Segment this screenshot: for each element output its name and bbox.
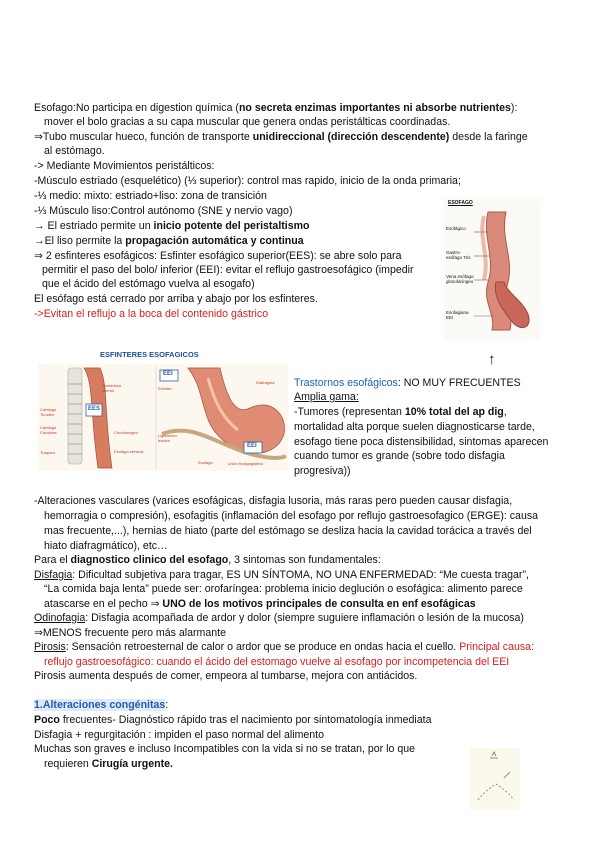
esofago-line-15: ->Evitan el reflujo a la boca del contenido gástrico bbox=[34, 308, 269, 320]
trastornos-subtitle: Amplia gama: bbox=[294, 391, 359, 403]
sphincter-figure bbox=[38, 364, 288, 471]
congenitas-line-1 bbox=[34, 713, 431, 727]
alteraciones-line-5 bbox=[34, 553, 381, 567]
figure-label: Esofagiana EEI bbox=[446, 310, 469, 320]
text: -Tumores (representan bbox=[294, 406, 405, 418]
heading-text: 1.Alteraciones congénitas bbox=[34, 699, 166, 711]
esofago-line-7: -⅓ medio: mixto: estriado+liso: zona de transición bbox=[34, 190, 267, 202]
figure-title: ESFINTERES ESOFAGICOS bbox=[100, 350, 199, 359]
trastornos-line-5: progresiva)) bbox=[294, 465, 351, 477]
text-bold: diagnostico clinico del esofago bbox=[70, 554, 229, 566]
sphincter-figure-title bbox=[100, 344, 240, 358]
trastornos-line-1 bbox=[294, 405, 507, 419]
esofago-line-6: -Músculo estriado (esquelético) (⅓ superior): control mas rapido, inicio de la onda primaria; bbox=[34, 175, 461, 187]
text: →El liso permite la bbox=[34, 235, 126, 247]
small-sketch-figure bbox=[470, 748, 520, 810]
trastornos-line-3: esofago tiene poca distensibilidad, sintomas aparecen bbox=[294, 436, 549, 448]
figure-label: Cartílago Tiroides bbox=[40, 407, 57, 417]
term-odinofagia: Odinofagia bbox=[34, 612, 86, 624]
term-disfagia: Disfagia bbox=[34, 569, 73, 581]
figure-label: EEI bbox=[163, 371, 173, 377]
up-arrow: ↑ bbox=[488, 351, 496, 368]
disfagia-line-1 bbox=[34, 568, 529, 582]
text: : NO MUY FRECUENTES bbox=[397, 377, 521, 389]
figure-label: Ligamento frénico bbox=[158, 433, 177, 443]
text: requieren bbox=[44, 758, 92, 770]
text: → El estriado permite un bbox=[34, 220, 154, 232]
trastornos-line-4: cuando tumor es grande (sobre todo disfagia bbox=[294, 450, 505, 462]
text-bold: propagación automática y continua bbox=[125, 235, 304, 247]
esofago-line-12: permitir el paso del bolo/ inferior (EEI): evitar el reflujo gastroesofágico (impedir bbox=[42, 264, 414, 276]
figure-label: Esfínter bbox=[158, 386, 172, 391]
text-bold: 10% total del ap dig bbox=[404, 406, 504, 418]
figure-label: Esófago bbox=[198, 460, 213, 465]
congenitas-line-3: Muchas son graves e incluso Incompatibles con la vida si no se tratan, por lo que bbox=[34, 743, 415, 755]
text: atascarse en el pecho ⇒ bbox=[44, 598, 163, 610]
figure-label: Vena esófago glosofaríngeo bbox=[446, 274, 474, 284]
figure-label: Gastro-esófago Tris bbox=[446, 250, 471, 260]
figure-label: Unión esofagogástrica bbox=[228, 462, 263, 466]
text-bold: UNO de los motivos principales de consulta en enf esofágicas bbox=[162, 598, 476, 610]
esofago-line-1 bbox=[34, 101, 517, 115]
text-blue: Trastornos esofágicos bbox=[294, 377, 398, 389]
figure-label: EES bbox=[88, 406, 101, 412]
figure-title: ESOFAGO bbox=[448, 200, 473, 206]
text: , bbox=[503, 406, 507, 418]
text-bold: Cirugía urgente. bbox=[91, 758, 173, 770]
odinofagia-line bbox=[34, 611, 524, 625]
alteraciones-line-3: mas frecuente,...), hernias de hiato (parte del estómago se desliza hacia la cavidad torácica a través del bbox=[44, 525, 532, 537]
esofago-line-8: -⅓ Músculo liso:Control autónomo (SNE y nervio vago) bbox=[34, 205, 293, 217]
text: : bbox=[165, 699, 169, 711]
alteraciones-line-1: -Alteraciones vasculares (varices esofágicas, disfagia lusoria, más raras pero pueden causar disfagia, bbox=[34, 495, 513, 507]
esofago-line-14: El esófago está cerrado por arriba y abajo por los esfinteres. bbox=[34, 293, 318, 305]
esofago-line-4: al estómago. bbox=[44, 145, 105, 157]
sketch-illustration bbox=[470, 748, 520, 810]
text: desde la faringe bbox=[449, 131, 528, 143]
figure-label: Cricofaringeo bbox=[114, 430, 138, 435]
text: Para el bbox=[34, 554, 71, 566]
text: frecuentes- Diagnóstico rápido tras el nacimiento por sintomatología inmediata bbox=[59, 714, 432, 726]
figure-label: Cartílago Cricoides bbox=[40, 425, 57, 435]
congenitas-line-2: Disfagia + regurgitación : impiden el paso normal del alimento bbox=[34, 729, 325, 741]
sphincter-illustration bbox=[38, 364, 288, 471]
text-bold: unidireccional (dirección descendente) bbox=[252, 131, 450, 143]
esofago-line-10 bbox=[34, 234, 304, 248]
figure-label: Tráquea bbox=[40, 450, 55, 455]
congenitas-line-4 bbox=[44, 757, 173, 771]
text: Esofago:No participa en digestion química ( bbox=[34, 102, 239, 114]
text-bold: inicio potente del peristaltismo bbox=[153, 220, 310, 232]
text: : Disfagia acompañada de ardor y dolor (siempre suguiere inflamación o lesión de la mucosa) bbox=[85, 612, 524, 624]
trastornos-title bbox=[294, 376, 521, 390]
figure-label: Diafragma bbox=[256, 380, 275, 385]
esofago-line-9 bbox=[34, 219, 310, 233]
esofago-line-11: ⇒ 2 esfinteres esofágicos: Esfinter esofágico superior(EES): se abre solo para bbox=[34, 250, 402, 262]
figure-label: EEI bbox=[247, 443, 257, 449]
menos-line: ⇒MENOS frecuente pero más alarmante bbox=[34, 627, 226, 639]
alteraciones-line-2: hemorragia o compresión), esofagitis (inflamación del esofago por reflujo gastroesofagico (ERGE): causa bbox=[44, 510, 539, 522]
text-red: Principal causa: bbox=[459, 641, 534, 653]
esofago-line-5: -> Mediante Movimientos peristálticos: bbox=[34, 160, 215, 172]
disfagia-line-3 bbox=[44, 597, 476, 611]
text: : Sensación retroesternal de calor o ardor que se produce en ondas hacia el cuello. bbox=[65, 641, 460, 653]
disfagia-line-2: “La comida baja lenta” puede ser: orofaríngea: problema inicio deglución o esofágica: alimento parece bbox=[44, 583, 523, 595]
text: ): bbox=[510, 102, 518, 114]
text: : Dificultad subjetiva para tragar, ES UN SÍNTOMA, NO UNA ENFERMEDAD: “Me cuesta tragar”, bbox=[72, 569, 529, 581]
pirosis-line-1 bbox=[34, 640, 534, 654]
trastornos-line-2: mortalidad alta porque suelen diagnosticarse tarde, bbox=[294, 421, 535, 433]
pirosis-line-2: reflujo gastroesofágico: cuando el ácido del estomago vuelve al esofago por incompetencia del EEI bbox=[44, 656, 510, 668]
figure-label: Esofago cervical bbox=[114, 449, 144, 454]
esofago-line-3 bbox=[34, 130, 528, 144]
pirosis-line-3: Pirosis aumenta después de comer, empeora al tumbarse, mejora con antiácidos. bbox=[34, 670, 418, 682]
congenitas-heading bbox=[34, 698, 168, 712]
term-pirosis: Pirosis bbox=[34, 641, 66, 653]
esophagus-anatomy-figure bbox=[444, 198, 540, 340]
esofago-line-2: mover el bolo gracias a su capa muscular que genera ondas peristálticas coordinadas. bbox=[44, 116, 451, 128]
text: , 3 sintomas son fundamentales: bbox=[228, 554, 381, 566]
figure-label: Constrictor inferior bbox=[102, 383, 122, 393]
alteraciones-line-4: hiato diafragmático), etc… bbox=[44, 540, 168, 552]
text-bold: no secreta enzimas importantes ni absorbe nutrientes bbox=[238, 102, 511, 114]
text-bold: Poco bbox=[34, 714, 60, 726]
esofago-line-13: que el ácido del estómago vuelva al esogafo) bbox=[42, 278, 255, 290]
figure-label: Esofágico bbox=[446, 226, 466, 231]
text: ⇒Tubo muscular hueco, función de transporte bbox=[34, 131, 253, 143]
